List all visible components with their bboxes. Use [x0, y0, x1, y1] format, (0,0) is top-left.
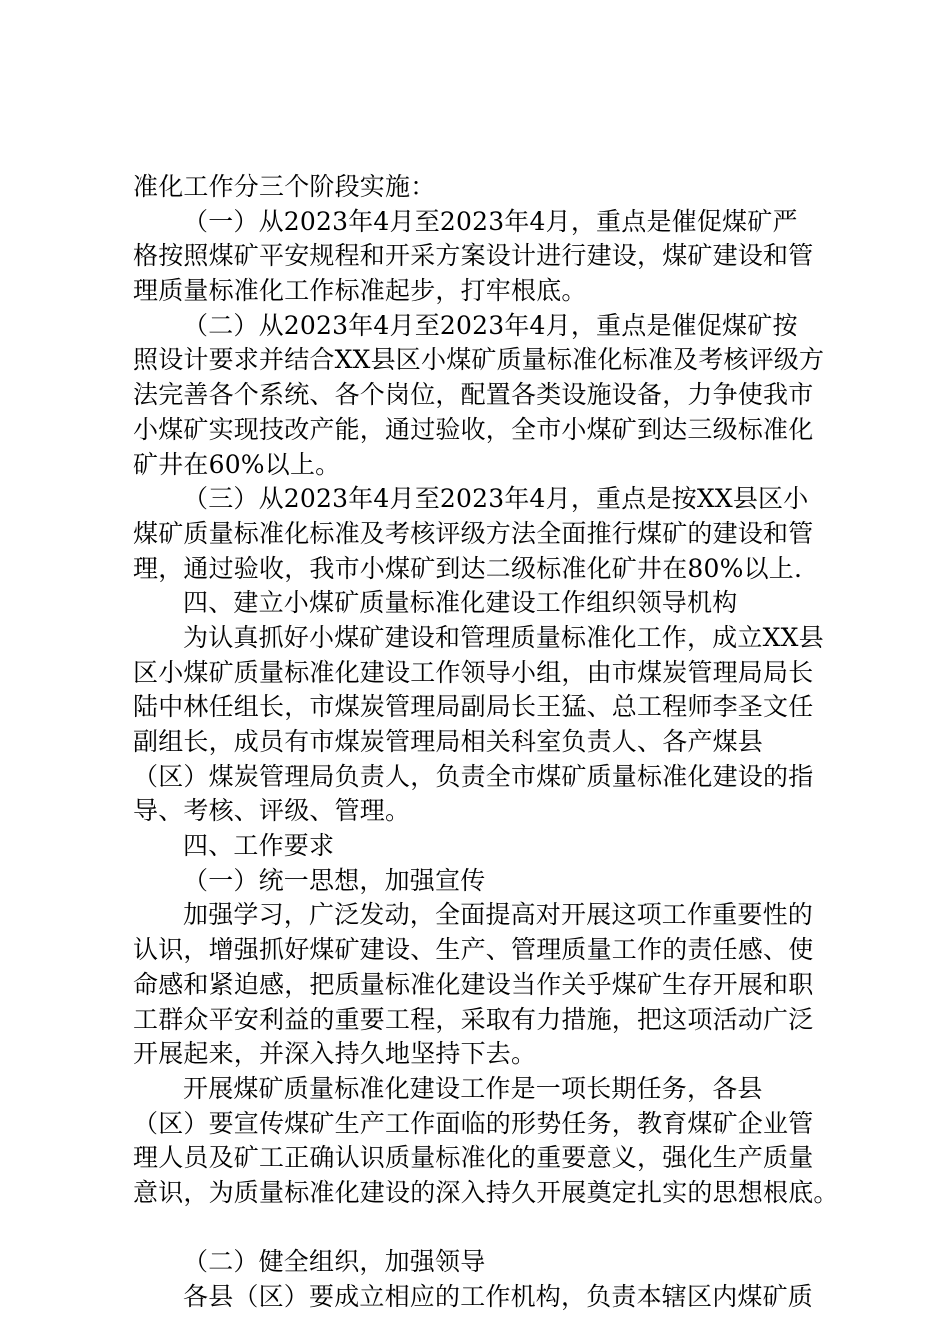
text-line: 命感和紧迫感，把质量标准化建设当作关乎煤矿生存开展和职 [133, 969, 814, 999]
text-line: 工群众平安利益的重要工程，采取有力措施，把这项活动广泛 [133, 1004, 814, 1034]
text-line: 陆中林任组长，市煤炭管理局副局长王猛、总工程师李圣文任 [133, 692, 814, 722]
text-line: 矿井在60%以上。 [133, 449, 341, 479]
text-line: 照设计要求并结合XX县区小煤矿质量标准化标准及考核评级方 [133, 345, 825, 375]
text-line: 格按照煤矿平安规程和开采方案设计进行建设，煤矿建设和管 [133, 241, 814, 271]
text-line: 四、工作要求 [183, 831, 335, 861]
text-line: （一）统一思想，加强宣传 [183, 865, 486, 895]
text-line: （区）煤炭管理局负责人，负责全市煤矿质量标准化建设的指 [133, 761, 814, 791]
text-line: 意识，为质量标准化建设的深入持久开展奠定扎实的思想根底。 [133, 1177, 839, 1207]
text-line: 各县（区）要成立相应的工作机构，负责本辖区内煤矿质 [183, 1282, 814, 1311]
text-line: （二）健全组织，加强领导 [183, 1247, 486, 1277]
text-line: （区）要宣传煤矿生产工作面临的形势任务，教育煤矿企业管 [133, 1108, 814, 1138]
text-line: 加强学习，广泛发动，全面提高对开展这项工作重要性的 [183, 900, 814, 930]
text-line: 理质量标准化工作标准起步，打牢根底。 [133, 276, 587, 306]
text-line: 法完善各个系统、各个岗位，配置各类设施设备，力争使我市 [133, 380, 814, 410]
text-line: 导、考核、评级、管理。 [133, 796, 411, 826]
document-body [133, 170, 839, 1315]
text-line: 区小煤矿质量标准化建设工作领导小组，由市煤炭管理局局长 [133, 657, 814, 687]
text-line: 为认真抓好小煤矿建设和管理质量标准化工作，成立XX县 [183, 622, 824, 652]
text-line: （一）从2023年4月至2023年4月，重点是催促煤矿严 [183, 206, 798, 236]
text-line: 开展起来，并深入持久地坚持下去。 [133, 1039, 537, 1069]
text-line: 副组长，成员有市煤炭管理局相关科室负责人、各产煤县 [133, 727, 764, 756]
text-line: （二）从2023年4月至2023年4月，重点是催促煤矿按 [183, 310, 798, 340]
text-line: 准化工作分三个阶段实施： [133, 172, 436, 201]
text-line: （三）从2023年4月至2023年4月，重点是按XX县区小 [183, 484, 809, 514]
text-line: 开展煤矿质量标准化建设工作是一项长期任务，各县 [183, 1073, 763, 1103]
text-line: 四、建立小煤矿质量标准化建设工作组织领导机构 [183, 588, 738, 618]
text-line: 煤矿质量标准化标准及考核评级方法全面推行煤矿的建设和管 [133, 518, 814, 548]
text-line: 认识，增强抓好煤矿建设、生产、管理质量工作的责任感、使 [133, 935, 814, 965]
text-line: 理，通过验收，我市小煤矿到达二级标准化矿井在80%以上. [133, 553, 803, 583]
blank-line [133, 1211, 823, 1246]
text-line: 理人员及矿工正确认识质量标准化的重要意义，强化生产质量 [133, 1143, 814, 1173]
text-line: 小煤矿实现技改产能，通过验收，全市小煤矿到达三级标准化 [133, 414, 814, 444]
